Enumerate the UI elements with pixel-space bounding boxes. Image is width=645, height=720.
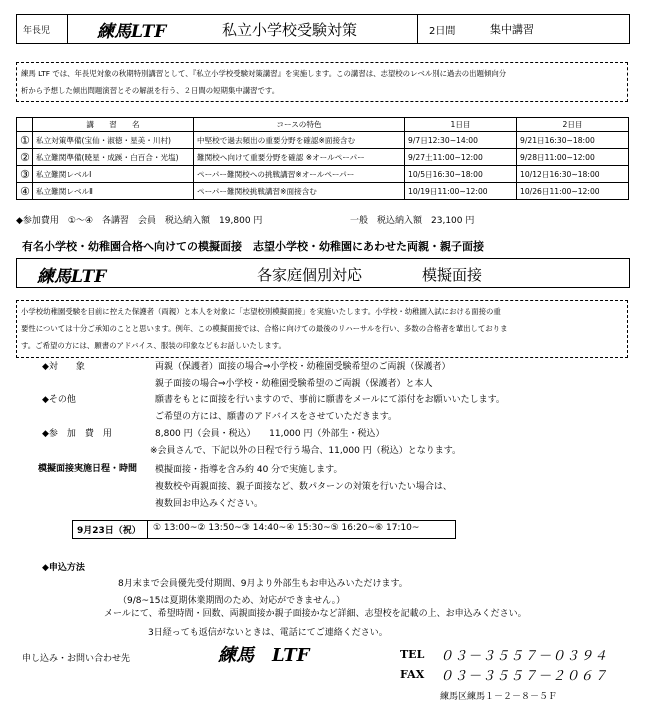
row-number: ④: [17, 183, 33, 200]
course-feature: ペーパー難関校挑戦講習※面接含む: [194, 183, 405, 200]
course-name: 私立難関レベルⅡ: [33, 183, 194, 200]
schedule-box: [72, 520, 456, 539]
course-day1: 10/5日16:30~18:00: [405, 166, 517, 183]
schedule-line-3: 複数回お申込みください。: [155, 499, 264, 509]
section2-subtitle: 各家庭個別対応: [257, 266, 363, 284]
divider: [67, 15, 68, 43]
row-number: ②: [17, 149, 33, 166]
section2-headline: 有名小学校・幼稚園合格へ向けての模擬面接 志望小学校・幼稚園にあわせた両親・親子面接: [22, 240, 484, 253]
apply-line-4: 3日経っても返信がないときは、電話にてご連絡ください。: [148, 628, 388, 638]
fax-number: ０３－３５５７－２０６７: [440, 669, 609, 684]
fee-label: ◆参 加 費 用: [42, 429, 112, 439]
duration-label: 2日間: [429, 25, 456, 37]
table-row: [17, 149, 629, 166]
course-name: 私立難関準備(暁星・成蹊・白百合・光塩): [33, 149, 194, 166]
apply-line-2: （9/8~15は夏期休業期間のため、対応ができません。）: [118, 596, 346, 606]
contact-label: 申し込み・お問い合わせ先: [22, 654, 131, 664]
course-feature: 難関校へ向けて重要分野を確認 ※オールペーパー: [194, 149, 405, 166]
intro-box: [16, 62, 628, 102]
target-label: ◆対 象: [42, 362, 85, 372]
tel-number: ０３－３５５７－０３９４: [440, 649, 609, 664]
other-line-1: 願書をもとに面接を行いますので、事前に願書をメールにて添付をお願いいたします。: [155, 395, 505, 405]
row-number: ①: [17, 132, 33, 149]
table-row: [17, 132, 629, 149]
other-label: ◆その他: [42, 395, 76, 405]
section2-intro-line: 要性については十分ご承知のことと思います。例年、この模擬面接では、合格に向けての最後のリハーサルを行い、多数の合格者を輩出しておりま: [21, 324, 508, 333]
table-header-cell: コースの特色: [194, 118, 405, 132]
course-table: [16, 117, 629, 200]
schedule-line-1: 模擬面接・指導を含み約 40 分で実施します。: [155, 465, 343, 475]
fee-general-line: 一般 税込納入額 23,100 円: [350, 216, 475, 226]
fee-course-line: ◆参加費用 ①～④ 各講習 会員 税込納入額 19,800 円: [16, 216, 263, 226]
section2-intro-line: す。ご希望の方には、願書のアドバイス、服装の印象などもお話しいたします。: [21, 341, 286, 350]
apply-line-3: メールにて、希望時間・回数、両親面接か親子面接かなど詳細、志望校を記載の上、お申込みください。: [104, 609, 527, 619]
course-feature: ペーパー難関校への挑戦講習※オールペーパー: [194, 166, 405, 183]
course-name: 私立対策準備(宝仙・淑徳・星美・川村): [33, 132, 194, 149]
section2-title-box: [16, 258, 630, 288]
schedule-label: 模擬面接実施日程・時間: [38, 464, 138, 474]
row-number: ③: [17, 166, 33, 183]
address: 練馬区練馬１－２－８－５Ｆ: [440, 692, 558, 702]
intro-line-2: 析から予想した傾出問題演習とその解説を行う、２日間の短期集中講習です。: [21, 86, 280, 95]
course-day1: 9/27土11:00~12:00: [405, 149, 517, 166]
target-line-1: 両親（保護者）面接の場合⇒小学校・幼稚園受験希望のご両親（保護者）: [155, 362, 451, 372]
course-name: 私立難関レベルⅠ: [33, 166, 194, 183]
table-header-cell: 講 習 名: [33, 118, 194, 132]
course-day2: 9/21日16:30~18:00: [517, 132, 629, 149]
section2-intro-box: [16, 300, 628, 358]
apply-line-1: 8月末まで会員優先受付期間、9月より外部生もお申込みいただけます。: [118, 579, 408, 589]
fee-line-1: 8,800 円（会員・税込） 11,000 円（外部生・税込）: [155, 429, 385, 439]
divider: [147, 521, 148, 538]
table-header-cell: [17, 118, 33, 132]
brand-logo: 練馬LTF: [97, 21, 167, 42]
header-title: 私立小学校受験対策: [222, 20, 358, 39]
course-day2: 10/26日11:00~12:00: [517, 183, 629, 200]
schedule-date: 9月23日（祝）: [77, 526, 141, 536]
fee-line-2: ※会員さんで、下記以外の日程で行う場合、11,000 円（税込）となります。: [150, 446, 461, 456]
course-feature: 中堅校で過去頻出の重要分野を確認※面接含む: [194, 132, 405, 149]
fax-label: FAX: [400, 668, 425, 681]
apply-label: ◆申込方法: [42, 563, 85, 573]
grade-label: 年長児: [23, 25, 51, 36]
table-row: [17, 183, 629, 200]
intro-line-1: 練馬 LTF では、年長児対象の秋期特別講習として、『私立小学校受験対策講習』を実施します。この講習は、志望校のレベル別に過去の出題傾向分: [21, 69, 507, 78]
brand-logo: 練馬 LTF: [218, 645, 310, 666]
tel-label: TEL: [400, 648, 425, 661]
target-line-2: 親子面接の場合⇒小学校・幼稚園受験希望のご両親（保護者）と本人: [155, 379, 433, 389]
schedule-line-2: 複数校や両親面接、親子面接など、数パターンの対策を行いたい場合は、: [155, 482, 452, 492]
course-day1: 9/7日12:30~14:00: [405, 132, 517, 149]
header-box: [16, 14, 630, 44]
section2-intro-line: 小学校幼稚園受験を目前に控えた保護者（両親）と本人を対象に「志望校別模擬面接」を実施いたします。小学校・幼稚園入試における面接の重: [21, 307, 501, 316]
course-day2: 9/28日11:00~12:00: [517, 149, 629, 166]
brand-logo: 練馬LTF: [37, 267, 107, 287]
section2-subtitle: 模擬面接: [422, 266, 483, 284]
table-header-row: [17, 118, 629, 132]
table-row: [17, 166, 629, 183]
other-line-2: ご希望の方には、願書のアドバイスをさせていただきます。: [155, 412, 398, 422]
course-day2: 10/12日16:30~18:00: [517, 166, 629, 183]
course-day1: 10/19日11:00~12:00: [405, 183, 517, 200]
table-header-cell: 2日目: [517, 118, 629, 132]
table-header-cell: 1日目: [405, 118, 517, 132]
schedule-times: ① 13:00~② 13:50~③ 14:40~④ 15:30~⑤ 16:20~⑥ 17:10~: [153, 523, 420, 533]
divider: [417, 15, 418, 43]
course-type-label: 集中講習: [490, 23, 534, 36]
